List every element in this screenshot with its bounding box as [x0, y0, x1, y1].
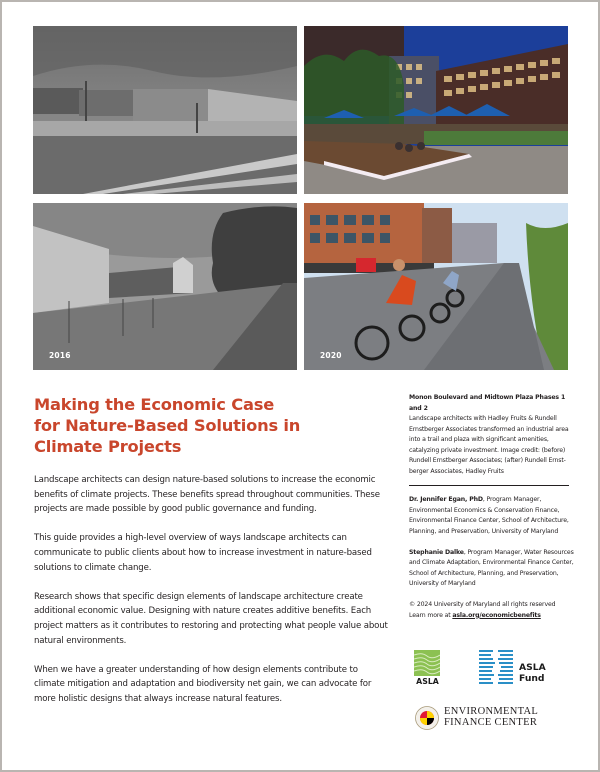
- photo-after-trail: [304, 203, 568, 370]
- copyright-notice: © 2024 University of Maryland all rights reserved: [409, 601, 556, 608]
- efc-logo: [415, 704, 575, 734]
- learn-more-prefix: Learn more at: [409, 611, 453, 619]
- author-credit-egan: [409, 495, 579, 537]
- title-line-2: for Nature-Based Solutions in: [34, 416, 301, 435]
- title-line-1: Making the Economic Case: [34, 395, 275, 414]
- body-paragraph: When we have a greater understanding of how design elements contribute to climate mitigation and adaptation and biodiversity net gain, we can advocate for more holistic designs that always increase natural features.: [34, 664, 372, 704]
- page-title: [34, 394, 364, 457]
- body-paragraph: Research shows that specific design elements of landscape architecture create additional economic value. Designing with nature creates additive benefits. Each project matters as it contributes to restoring and protecting what people value about natural environments.: [34, 591, 388, 646]
- body-paragraph: Landscape architects can design nature-based solutions to increase the economic benefits of climate projects. These benefits spread throughout communities. These projects are made possible by good public governance and funding.: [34, 475, 380, 515]
- asla-fund-text: [519, 662, 546, 684]
- efc-logo-text: [444, 707, 538, 728]
- asla-fund-line-1: ASLA: [519, 662, 546, 673]
- plaza-photo-image: [304, 26, 568, 194]
- umd-seal-icon: [415, 706, 439, 730]
- author-credit-dalke: [409, 548, 579, 590]
- asla-fund-logo: [479, 650, 569, 688]
- warehouse-photo-image: [33, 26, 297, 194]
- economic-benefits-link[interactable]: asla.org/economicbenefits: [452, 611, 541, 619]
- body-paragraph: This guide provides a high-level overview of ways landscape architects can communicate to public clients about how to increase investment in nature-based solutions to climate change.: [34, 533, 372, 573]
- asla-landscape-icon: [414, 650, 440, 676]
- year-label-2016: 2016: [49, 351, 71, 360]
- photo-before-plaza: [33, 26, 297, 194]
- sidebar: [409, 393, 579, 621]
- asla-fund-mark-icon: [479, 650, 513, 687]
- efc-line-2: FINANCE CENTER: [444, 716, 538, 728]
- author-name: Dr. Jennifer Egan, PhD: [409, 496, 483, 503]
- partner-logos: [409, 649, 569, 744]
- author-role: , Program Manager, Environmental Economics & Conservation Finance, Environmental Finance Center, School of Architecture, Planning, and Preservation, University of Maryland: [409, 496, 569, 535]
- photo-before-trail: [33, 203, 297, 370]
- photo-after-plaza: [304, 26, 568, 194]
- photo-caption-text: Landscape architects with Hadley Fruits & Rundell Ernstberger Associates transformed an industrial area into a trail and plaza with significant amenities, catalyzing private investment. Image credit: (before) Rundell Ernstberger Associates; (after) Rundell Ernst-berger Associates, Hadley Fruits: [409, 415, 569, 475]
- efc-line-1: ENVIRONMENTAL: [444, 706, 539, 717]
- author-role: , Program Manager, Water Resources and Climate Adaptation, Environmental Finance Center, School of Architecture, Planning, and Preservation, University of Maryland: [409, 548, 574, 587]
- title-line-3: Climate Projects: [34, 437, 182, 456]
- cyclists-photo-image: [304, 203, 568, 370]
- photo-caption-title: Monon Boulevard and Midtown Plaza Phases 1 and 2: [409, 394, 566, 412]
- divider: [409, 485, 569, 486]
- asla-fund-line-2: Fund: [519, 673, 545, 684]
- asla-logo-text: ASLA: [416, 677, 439, 686]
- body-text: [34, 473, 390, 721]
- asla-logo: [414, 650, 440, 686]
- author-name: Stephanie Dalke: [409, 548, 464, 556]
- year-label-2020: 2020: [320, 351, 342, 360]
- rail-corridor-photo-image: [33, 203, 297, 370]
- learn-more: [409, 611, 579, 622]
